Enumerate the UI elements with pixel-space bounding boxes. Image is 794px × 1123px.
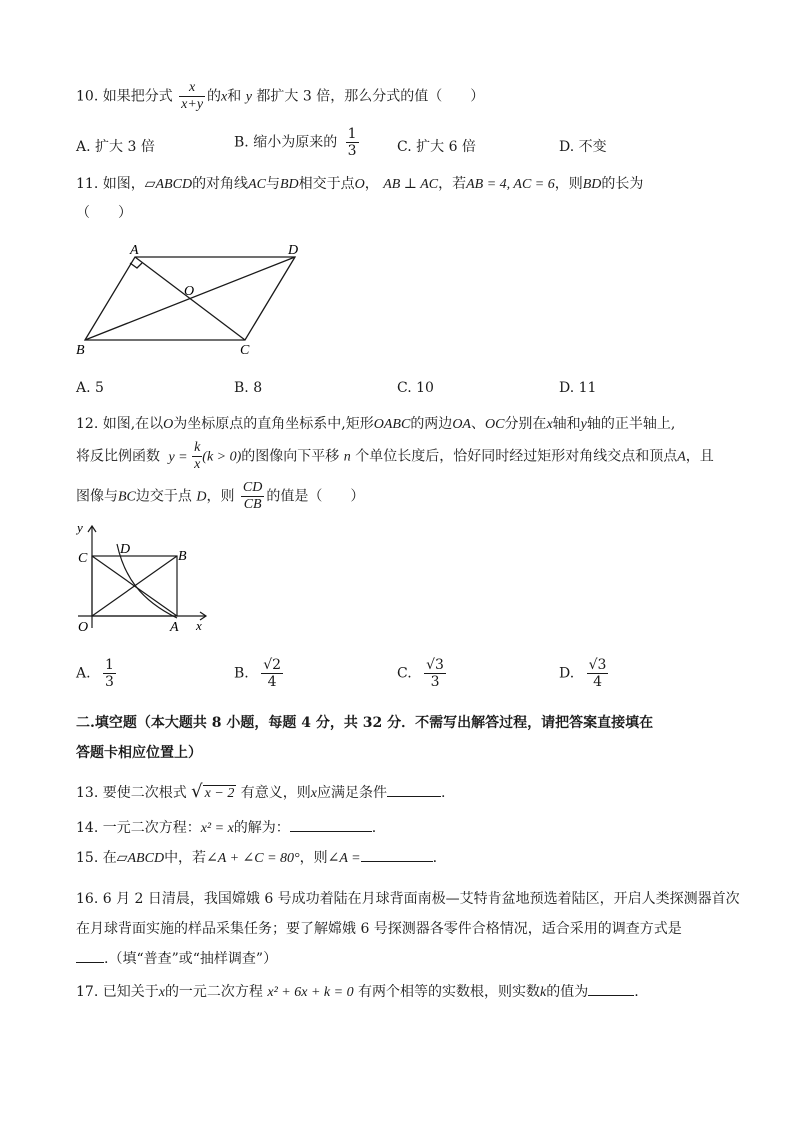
answer-bracket: （ ） bbox=[76, 205, 132, 221]
option-d: D. 11 bbox=[559, 380, 597, 396]
question-16-line2: 在月球背面实施的样品采集任务；要了解嫦娥 6 号探测器各零件合格情况，适合采用的调查方式是 bbox=[76, 921, 682, 937]
label-d: D bbox=[120, 542, 131, 557]
answer-blank[interactable] bbox=[361, 847, 433, 862]
answer-blank[interactable] bbox=[588, 981, 634, 996]
label-b: B bbox=[76, 343, 85, 358]
option-b: B. $\frac{√2}{4}$ bbox=[234, 657, 282, 691]
label-y: y bbox=[77, 520, 83, 535]
question-13: 13. 要使二次根式 √ x − 2 有意义，则x应满足条件 . bbox=[76, 781, 446, 802]
label-d: D bbox=[288, 243, 299, 258]
option-a: A. 扩大 3 倍 bbox=[76, 139, 155, 155]
option-c: C. $\frac{√3}{3}$ bbox=[397, 657, 444, 691]
option-c: C. 10 bbox=[397, 380, 434, 396]
question-12-line1: 12. 如图,在以O为坐标原点的直角坐标系中,矩形OABC的两边OA、OC分别在x轴和y轴的正半轴上, bbox=[76, 416, 676, 432]
section-heading-cont: 答题卡相应位置上） bbox=[76, 745, 202, 761]
question-10: 10. 如果把分式 $\frac{x}{x+y}$ 的x和 y 都扩大 3 倍，那么分式的值（ ） bbox=[76, 80, 485, 113]
question-17: 17. 已知关于x的一元二次方程 x² + 6x + k = 0 有两个相等的实数根，则实数k的值为 . bbox=[76, 981, 639, 1001]
question-number: 13. bbox=[76, 785, 99, 801]
label-x: x bbox=[196, 618, 202, 633]
parallelogram-figure bbox=[70, 240, 310, 358]
label-a: A bbox=[130, 243, 139, 258]
right-angle-mark bbox=[130, 263, 142, 268]
answer-blank[interactable] bbox=[76, 948, 104, 963]
question-number: 12. bbox=[76, 416, 99, 432]
option-a: A. 5 bbox=[76, 380, 104, 396]
option-b: B. 8 bbox=[234, 380, 263, 396]
label-c: C bbox=[240, 343, 250, 358]
question-number: 14. bbox=[76, 820, 99, 836]
question-11: 11. 如图，▱ABCD的对角线AC与BD相交于点O， AB ⊥ AC，若AB = 4, AC = 6，则BD的长为 bbox=[76, 176, 644, 192]
question-12-line3: 图像与BC边交于点 D，则 $\frac{CD}{CB}$ 的值是（ ） bbox=[76, 480, 365, 513]
question-12-line2: 将反比例函数 y = $\frac{k}{x}$ (k > 0)的图像向下平移 n 个单位长度后，恰好同时经过矩形对角线交点和顶点A，且 bbox=[76, 440, 714, 473]
section-heading: 二.填空题（本大题共 8 小题，每题 4 分，共 32 分．不需写出解答过程，请把答案直接填在 bbox=[76, 715, 654, 731]
label-o: O bbox=[184, 284, 195, 299]
answer-blank[interactable] bbox=[387, 782, 441, 797]
option-d: D. 不变 bbox=[559, 139, 607, 155]
question-number: 15. bbox=[76, 850, 99, 866]
label-b: B bbox=[178, 549, 187, 564]
option-b: B. 缩小为原来的 $\frac{1}{3}$ bbox=[234, 126, 357, 160]
label-a: A bbox=[170, 620, 179, 635]
question-14: 14. 一元二次方程：x² = x的解为： . bbox=[76, 817, 376, 837]
question-number: 10. bbox=[76, 88, 99, 105]
question-number: 11. bbox=[76, 176, 99, 192]
label-o: O bbox=[78, 620, 89, 635]
label-c: C bbox=[78, 551, 88, 566]
fraction: $\frac{x}{x+y}$ bbox=[181, 80, 204, 113]
coordinate-figure bbox=[70, 520, 220, 638]
question-16-line3: .（填“普查”或“抽样调查”） bbox=[76, 948, 277, 968]
option-c: C. 扩大 6 倍 bbox=[397, 139, 476, 155]
answer-blank[interactable] bbox=[290, 817, 372, 832]
question-15: 15. 在▱ABCD中，若∠A + ∠C = 80°，则∠A = . bbox=[76, 847, 437, 867]
option-a: A. $\frac{1}{3}$ bbox=[76, 657, 114, 691]
question-16-line1: 16. 6 月 2 日清晨，我国嫦娥 6 号成功着陆在月球背面南极—艾特肯盆地预选着陆区，开启人类探测器首次 bbox=[76, 891, 740, 907]
question-number: 17. bbox=[76, 984, 99, 1000]
radical-sign: √ bbox=[191, 781, 203, 802]
option-d: D. $\frac{√3}{4}$ bbox=[559, 657, 607, 691]
